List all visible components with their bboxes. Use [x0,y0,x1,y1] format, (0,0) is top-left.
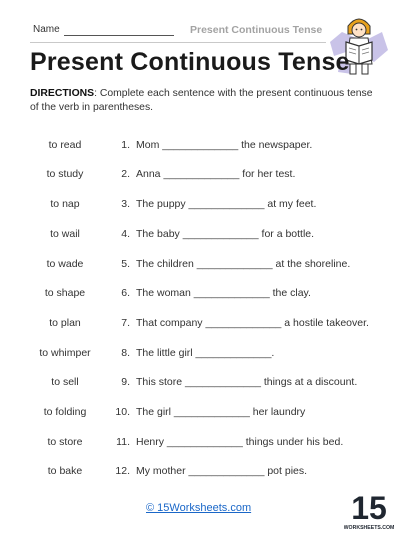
question-sentence[interactable]: The girl _____________ her laundry [136,406,306,418]
directions [30,87,380,115]
header-divider [30,42,326,43]
question-number: 1. [121,139,130,151]
mascot-leg-left [350,64,356,74]
question-verb: to folding [43,406,87,418]
logo-text: WORKSHEETS.COM [344,525,394,531]
question-row [0,228,416,246]
question-verb: to read [48,139,82,151]
logo-number: 15 [351,490,387,526]
question-verb: to sell [51,376,79,388]
question-row [0,317,416,335]
question-row [0,139,416,157]
question-number: 11. [116,436,130,448]
question-verb: to plan [49,317,81,329]
question-sentence[interactable]: This store _____________ things at a discount. [136,376,358,388]
question-sentence[interactable]: The children _____________ at the shoreline. [136,258,351,270]
question-verb: to store [47,436,83,448]
question-sentence[interactable]: That company _____________ a hostile takeover. [136,317,369,329]
question-verb: to study [46,168,84,180]
question-sentence[interactable]: The puppy _____________ at my feet. [136,198,317,210]
question-verb: to wade [46,258,84,270]
question-row [0,376,416,394]
question-number: 7. [121,317,130,329]
name-label: Name [33,24,60,35]
question-number: 6. [121,287,130,299]
mascot-eye-right [361,29,363,31]
question-verb: to whimper [39,347,91,359]
directions-label: DIRECTIONS [30,88,95,99]
worksheets-logo [344,487,394,533]
question-number: 12. [115,465,130,477]
question-row [0,258,416,276]
question-verb: to wail [50,228,80,240]
question-row [0,406,416,424]
page-title: Present Continuous Tense [30,48,350,76]
question-number: 3. [121,198,130,210]
copyright-link[interactable]: © 15Worksheets.com [146,502,252,514]
question-number: 4. [121,228,130,240]
question-sentence[interactable]: The woman _____________ the clay. [136,287,311,299]
question-row [0,287,416,305]
question-sentence[interactable]: Mom _____________ the newspaper. [136,139,313,151]
directions-text: : Complete each sentence with the present continuous tense of the verb in parentheses. [30,88,373,113]
question-number: 8. [121,347,130,359]
question-verb: to shape [44,287,86,299]
question-number: 5. [121,258,130,270]
question-row [0,436,416,454]
question-verb: to nap [50,198,80,210]
question-sentence[interactable]: My mother _____________ pot pies. [136,465,308,477]
question-row [0,465,416,483]
mascot-leg-right [362,64,368,74]
question-sentence[interactable]: Anna _____________ for her test. [136,168,296,180]
header-title: Present Continuous Tense [190,24,323,36]
name-field-line[interactable] [64,35,174,36]
question-sentence[interactable]: The baby _____________ for a bottle. [136,228,315,240]
mascot-eye-left [356,29,358,31]
question-number: 10. [115,406,130,418]
question-row [0,198,416,216]
question-number: 2. [121,168,130,180]
question-sentence[interactable]: The little girl _____________. [136,347,275,359]
question-number: 9. [121,376,130,388]
question-row [0,168,416,186]
mascot-face [352,23,366,37]
question-row [0,347,416,365]
question-verb: to bake [47,465,83,477]
question-sentence[interactable]: Henry _____________ things under his bed. [136,436,344,448]
